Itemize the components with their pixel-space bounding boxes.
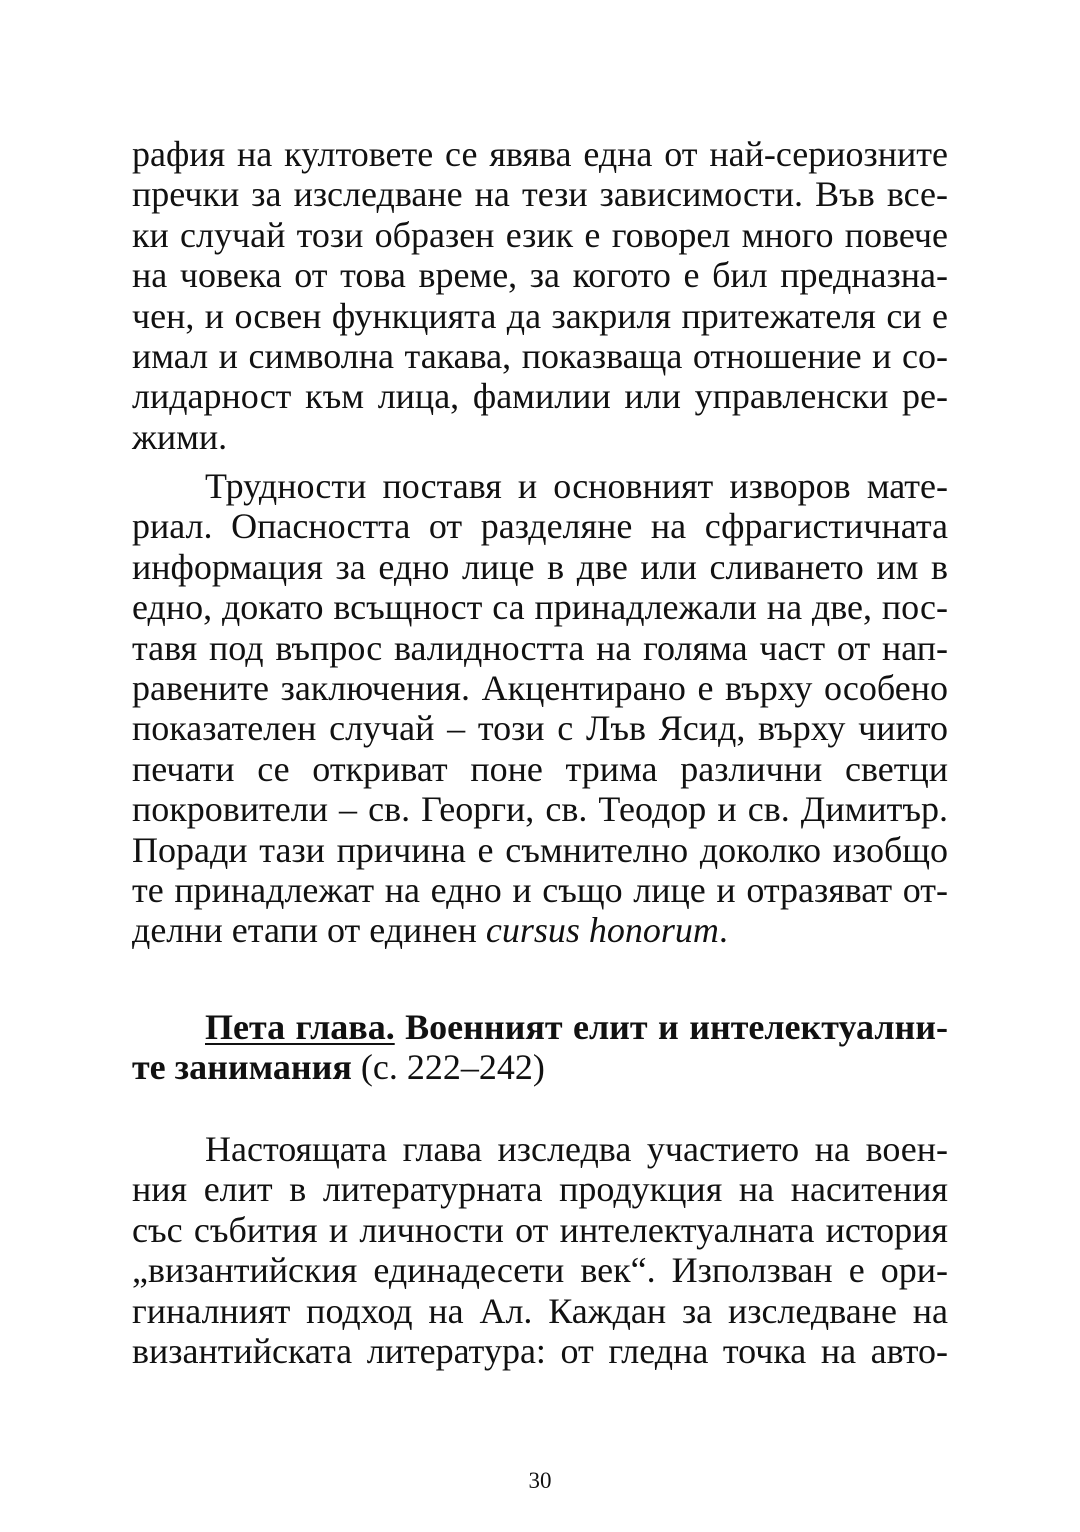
text-line: информация за едно лице в две или сливането им в xyxy=(132,546,948,587)
text-line: ки случай този образен език е говорел много повече xyxy=(132,214,948,255)
text-line: равените заключения. Акцентирано е върху особено xyxy=(132,667,948,708)
heading-line xyxy=(132,1047,948,1087)
text-line: със събития и личности от интелектуалната история xyxy=(132,1209,948,1250)
text-line: византийската литература: от гледна точка на авто- xyxy=(132,1330,948,1371)
paragraph-1 xyxy=(132,134,948,457)
text-line xyxy=(132,910,948,950)
chapter-pages: (с. 222–242) xyxy=(351,1047,545,1088)
paragraph-2 xyxy=(132,466,948,951)
text-line: гиналният подход на Ал. Каждан за изследване на xyxy=(132,1290,948,1331)
text-line: лидарност към лица, фамилии или управленски ре- xyxy=(132,376,948,417)
text-line: печати се откриват поне трима различни светци xyxy=(132,748,948,789)
text-line: на човека от това време, за когото е бил предназна- xyxy=(132,255,948,296)
chapter-heading xyxy=(132,1007,948,1088)
text-line: покровители – св. Георги, св. Теодор и св. Димитър. xyxy=(132,789,948,830)
chapter-label: Пета глава. xyxy=(205,1007,395,1047)
text-line: едно, докато всъщност са принадлежали на две, пос- xyxy=(132,587,948,628)
text-line: „византийския единадесети век“. Използван е ори- xyxy=(132,1250,948,1291)
text-line: те принадлежат на едно и също лице и отразяват от- xyxy=(132,869,948,910)
text-line: риал. Опасността от разделяне на сфрагистичната xyxy=(132,506,948,547)
heading-line xyxy=(132,1007,948,1047)
text-line: чен, и освен функцията да закриля притежателя си е xyxy=(132,295,948,336)
text-line: имал и символна такава, показваща отношение и со- xyxy=(132,335,948,376)
chapter-title: Военният елит и интелектуални- xyxy=(394,1007,948,1047)
text-line: Поради тази причина е съмнително доколко изобщо xyxy=(132,829,948,870)
text-line: Настоящата глава изследва участието на воен- xyxy=(205,1129,948,1169)
chapter-title: те занимания xyxy=(132,1047,352,1088)
text-line: Трудности поставя и основният изворов мате- xyxy=(205,466,948,506)
italic-latin-phrase: cursus honorum xyxy=(485,910,719,951)
text-line: жими. xyxy=(132,416,228,457)
text-segment: делни етапи от единен xyxy=(132,910,486,951)
text-line: тавя под въпрос валидността на голяма част от нап- xyxy=(132,627,948,668)
text-segment: . xyxy=(718,910,728,951)
text-line: рафия на култовете се явява една от най-сериозните xyxy=(132,134,948,174)
page-number: 30 xyxy=(528,1468,552,1493)
text-line: ния елит в литературната продукция на наситения xyxy=(132,1169,948,1210)
text-line: пречки за изследване на тези зависимости. Във все- xyxy=(132,174,948,215)
text-line: показателен случай – този с Лъв Ясид, върху чиито xyxy=(132,708,948,749)
paragraph-3 xyxy=(132,1129,948,1371)
